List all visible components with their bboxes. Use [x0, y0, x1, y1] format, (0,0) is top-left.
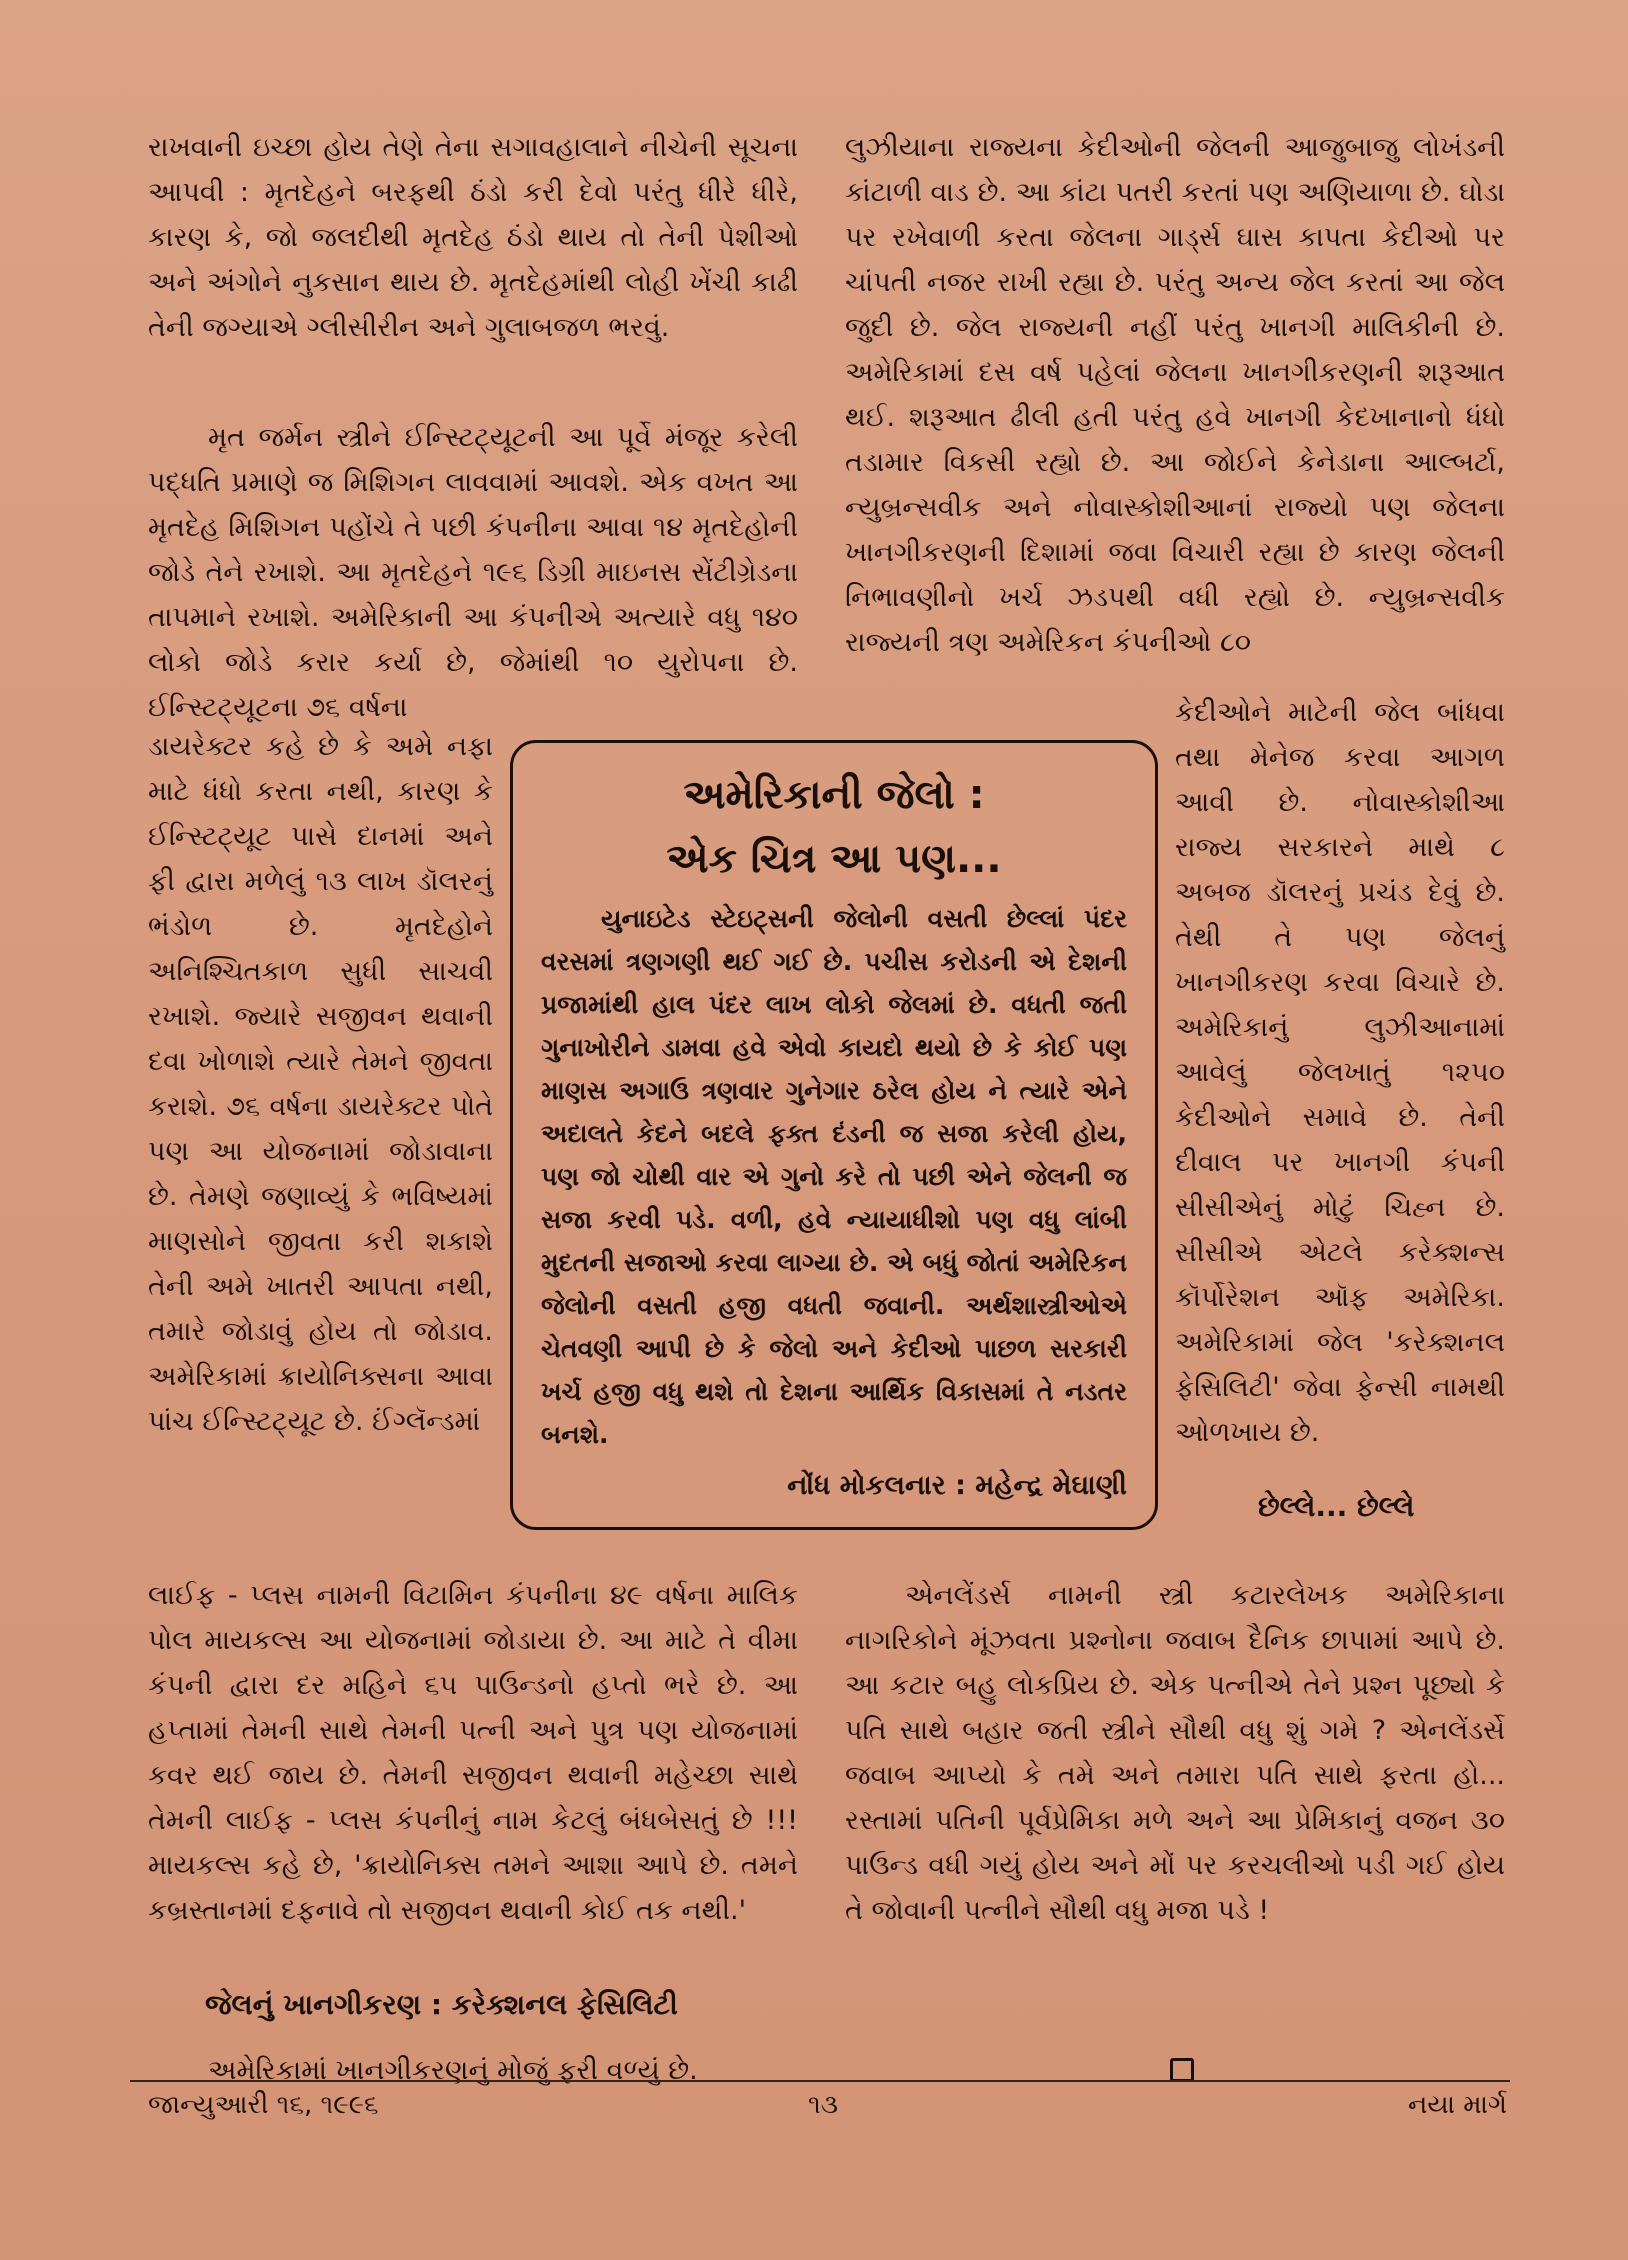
right-subheading: છેલ્લે... છેલ્લે: [1258, 1490, 1415, 1523]
end-mark-icon: [1170, 2058, 1194, 2082]
section-subheading: જેલનું ખાનગીકરણ : કરેક્શનલ ફેસિલિટી: [205, 1988, 678, 2021]
box-title-line-1: અમેરિકાની જેલો :: [683, 772, 985, 818]
footer-divider: [130, 2080, 1510, 2082]
left-narrow-column: ડાયરેક્ટર કહે છે કે અમે નફા માટે ધંધો કરતા નથી, કારણ કે ઈન્સ્ટિટ્યૂટ પાસે દાનમાં અને ફી દ્વારા મળેલું ૧૩ લાખ ડૉલરનું ભંડોળ છે. મૃતદેહોને અનિશ્ચિતકાળ સુધી સાચવી રખાશે. જ્યારે સજીવન થવાની દવા ખોળાશે ત્યારે તેમને જીવતા કરાશે. ૭૬ વર્ષના ડાયરેક્ટર પોતે પણ આ યોજનામાં જોડાવાના છે. તેમણે જણાવ્યું કે ભવિષ્યમાં માણસોને જીવતા કરી શકાશે તેની અમે ખાતરી આપતા નથી, તમારે જોડાવું હોય તો જોડાવ. અમેરિકામાં ક્રાયોનિક્સના આવા પાંચ ઈન્સ્ટિટ્યૂટ છે. ઈંગ્લૅન્ડમાં: [148, 731, 493, 1437]
footer-date: જાન્યુઆરી ૧૬, ૧૯૯૬: [148, 2090, 379, 2120]
sidebar-box: [510, 740, 1158, 1530]
footer-page-number: ૧૩: [808, 2090, 839, 2120]
footer-magazine-name: નયા માર્ગ: [1408, 2090, 1508, 2120]
right-column-top: લુઝીયાના રાજ્યના કેદીઓની જેલની આજુબાજુ લોખંડની કાંટાળી વાડ છે. આ કાંટા પતરી કરતાં પણ અણિયાળા છે. ઘોડા પર રખેવાળી કરતા જેલના ગાર્ડ્સ ઘાસ કાપતા કેદીઓ પર ચાંપતી નજર રાખી રહ્યા છે. પરંતુ અન્ય જેલ કરતાં આ જેલ જુદી છે. જેલ રાજ્યની નહીં પરંતુ ખાનગી માલિકીની છે. અમેરિકામાં દસ વર્ષ પહેલાં જેલના ખાનગીકરણની શરૂઆત થઈ. શરૂઆત ઢીલી હતી પરંતુ હવે ખાનગી કેદખાનાનો ધંધો તડામાર વિકસી રહ્યો છે. આ જોઈને કેનેડાના આલ્બર્ટા, ન્યુબ્રન્સવીક અને નોવાસ્કોશીઆનાં રાજ્યો પણ જેલના ખાનગીકરણની દિશામાં જવા વિચારી રહ્યા છે કારણ જેલની નિભાવણીનો ખર્ચ ઝડપથી વધી રહ્યો છે. ન્યુબ્રન્સવીક રાજ્યની ત્રણ અમેરિકન કંપનીઓ ૮૦: [845, 132, 1505, 658]
box-body: યુનાઇટેડ સ્ટેઇટ્સની જેલોની વસતી છેલ્લાં પંદર વરસમાં ત્રણગણી થઈ ગઈ છે. પચીસ કરોડની એ દેશની પ્રજામાંથી હાલ પંદર લાખ લોકો જેલમાં છે. વધતી જતી ગુનાખોરીને ડામવા હવે એવો કાયદો થયો છે કે કોઈ પણ માણસ અગાઉ ત્રણવાર ગુનેગાર ઠરેલ હોય ને ત્યારે એને અદાલતે કેદને બદલે ફક્ત દંડની જ સજા કરેલી હોય, પણ જો ચોથી વાર એ ગુનો કરે તો પછી એને જેલની જ સજા કરવી પડે. વળી, હવે ન્યાયાધીશો પણ વધુ લાંબી મુદતની સજાઓ કરવા લાગ્યા છે. એ બધું જોતાં અમેરિકન જેલોની વસતી હજી વધતી જવાની. અર્થશાસ્ત્રીઓએ ચેતવણી આપી છે કે જેલો અને કેદીઓ પાછળ સરકારી ખર્ચ હજી વધુ થશે તો દેશના આર્થિક વિકાસમાં તે નડતર બનશે.: [541, 904, 1127, 1449]
left-column-last-line: અમેરિકામાં ખાનગીકરણનું મોજું ફરી વળ્યું છે.: [208, 2055, 698, 2086]
box-credit: નોંધ મોકલનાર : મહેન્દ્ર મેઘાણી: [787, 1470, 1127, 1501]
box-title-line-2: એક ચિત્ર આ પણ...: [666, 836, 1002, 882]
left-column-top: રાખવાની ઇચ્છા હોય તેણે તેના સગાવહાલાને નીચેની સૂચના આપવી : મૃતદેહને બરફથી ઠંડો કરી દેવો પરંતુ ધીરે ધીરે, કારણ કે, જો જલદીથી મૃતદેહ ઠંડો થાય તો તેની પેશીઓ અને અંગોને નુકસાન થાય છે. મૃતદેહમાંથી લોહી ખેંચી કાઢી તેની જગ્યાએ ગ્લીસીરીન અને ગુલાબજળ ભરવું.: [148, 132, 798, 343]
right-column-bottom: એનલેંડર્સ નામની સ્ત્રી કટારલેખક અમેરિકાના નાગરિકોને મૂંઝવતા પ્રશ્નોના જવાબ દૈનિક છાપામાં આપે છે. આ કટાર બહુ લોકપ્રિય છે. એક પત્નીએ તેને પ્રશ્ન પૂછ્યો કે પતિ સાથે બહાર જતી સ્ત્રીને સૌથી વધુ શું ગમે ? એનલેંડર્સે જવાબ આપ્યો કે તમે અને તમારા પતિ સાથે ફરતા હો... રસ્તામાં પતિની પૂર્વપ્રેમિકા મળે અને આ પ્રેમિકાનું વજન ૩૦ પાઉન્ડ વધી ગયું હોય અને મોં પર કરચલીઓ પડી ગઈ હોય તે જોવાની પત્નીને સૌથી વધુ મજા પડે !: [845, 1580, 1505, 1926]
left-column-bottom: લાઈફ - પ્લસ નામની વિટામિન કંપનીના ૪૯ વર્ષના માલિક પોલ માયકલ્સ આ યોજનામાં જોડાયા છે. આ માટે તે વીમા કંપની દ્વારા દર મહિને ૬૫ પાઉન્ડનો હપ્તો ભરે છે. આ હપ્તામાં તેમની સાથે તેમની પત્ની અને પુત્ર પણ યોજનામાં કવર થઈ જાય છે. તેમની સજીવન થવાની મહેચ્છા સાથે તેમની લાઈફ - પ્લસ કંપનીનું નામ કેટલું બંધબેસતું છે !!! માયકલ્સ કહે છે, 'ક્રાયોનિક્સ તમને આશા આપે છે. તમને કબ્રસ્તાનમાં દફનાવે તો સજીવન થવાની કોઈ તક નથી.': [148, 1580, 798, 1926]
right-narrow-column: કેદીઓને માટેની જેલ બાંધવા તથા મેનેજ કરવા આગળ આવી છે. નોવાસ્કોશીઆ રાજ્ય સરકારને માથે ૮ અબજ ડૉલરનું પ્રચંડ દેવું છે. તેથી તે પણ જેલનું ખાનગીકરણ કરવા વિચારે છે. અમેરિકાનું લુઝીઆનામાં આવેલું જેલખાતું ૧૨૫૦ કેદીઓને સમાવે છે. તેની દીવાલ પર ખાનગી કંપની સીસીએનું મોટું ચિહ્ન છે. સીસીએ એટલે કરેક્શન્સ કૉર્પોરેશન ઑફ અમેરિકા. અમેરિકામાં જેલ 'કરેક્શનલ ફેસિલિટી' જેવા ફેન્સી નામથી ઓળખાય છે.: [1175, 697, 1505, 1448]
left-column-paragraph-2: મૃત જર્મન સ્ત્રીને ઈન્સ્ટિટ્યૂટની આ પૂર્વે મંજૂર કરેલી પદ્ધતિ પ્રમાણે જ મિશિગન લાવવામાં આવશે. એક વખત આ મૃતદેહ મિશિગન પહોંચે તે પછી કંપનીના આવા ૧૪ મૃતદેહોની જોડે તેને રખાશે. આ મૃતદેહને ૧૯૬ ડિગ્રી માઇનસ સેંટીગ્રેડના તાપમાને રખાશે. અમેરિકાની આ કંપનીએ અત્યારે વધુ ૧૪૦ લોકો જોડે કરાર કર્યા છે, જેમાંથી ૧૦ યુરોપના છે. ઈન્સ્ટિટ્યૂટના ૭૬ વર્ષના: [148, 422, 798, 723]
